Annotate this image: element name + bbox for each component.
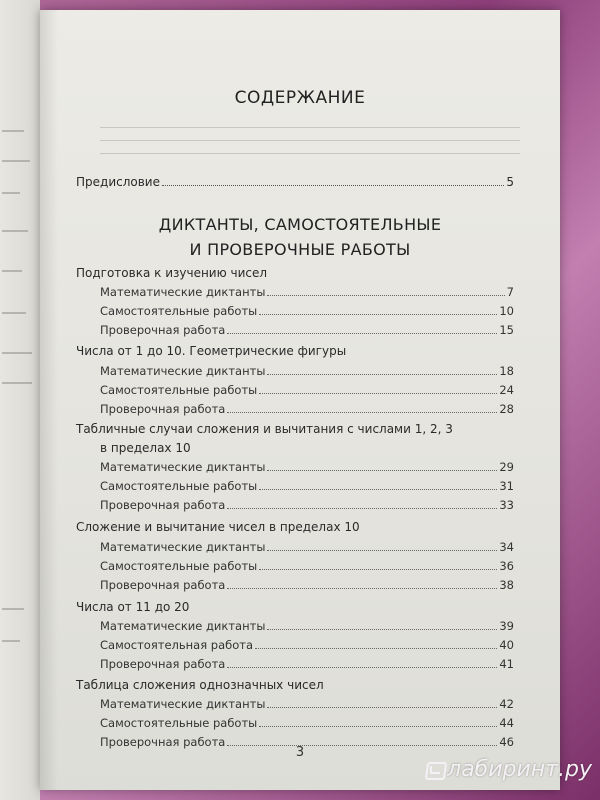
toc-page-number: 29 xyxy=(499,460,514,474)
dot-leader xyxy=(227,667,497,668)
page-title: СОДЕРЖАНИЕ xyxy=(234,88,366,108)
dot-leader xyxy=(227,588,497,589)
toc-label: Самостоятельная работа xyxy=(100,638,254,652)
dot-leader xyxy=(267,629,497,630)
page-number: 3 xyxy=(295,745,305,760)
dot-leader xyxy=(267,470,497,471)
toc-label: Самостоятельные работы xyxy=(100,479,258,493)
bleed-through-text xyxy=(100,115,520,160)
toc-item xyxy=(100,460,514,474)
toc-label: Проверочная работа xyxy=(100,323,226,337)
toc-label: Математические диктанты xyxy=(100,364,266,378)
toc-item xyxy=(100,323,514,337)
toc-page-number: 46 xyxy=(499,735,514,749)
toc-page-number: 33 xyxy=(499,498,514,512)
labirint-logo-icon xyxy=(425,760,443,778)
dot-leader xyxy=(227,508,497,509)
toc-page-number: 28 xyxy=(499,402,514,416)
dot-leader xyxy=(227,333,497,334)
toc-entry-preface xyxy=(76,175,514,189)
toc-item xyxy=(100,402,514,416)
toc-item xyxy=(100,383,514,397)
dot-leader xyxy=(267,550,497,551)
dot-leader xyxy=(259,489,497,490)
toc-item xyxy=(100,578,514,592)
toc-label: Проверочная работа xyxy=(100,735,226,749)
toc-label: Математические диктанты xyxy=(100,619,266,633)
toc-item xyxy=(100,716,514,730)
toc-item xyxy=(100,540,514,554)
toc-item xyxy=(100,638,514,652)
toc-label: Проверочная работа xyxy=(100,402,226,416)
dot-leader xyxy=(227,412,497,413)
toc-label: Самостоятельные работы xyxy=(100,716,258,730)
toc-page-number: 10 xyxy=(499,304,514,318)
toc-label: Математические диктанты xyxy=(100,285,266,299)
toc-page-number: 34 xyxy=(499,540,514,554)
section-heading-line2: И ПРОВЕРОЧНЫЕ РАБОТЫ xyxy=(189,240,411,259)
toc-item xyxy=(100,559,514,573)
toc-page-number: 5 xyxy=(506,175,514,189)
toc-page-number: 24 xyxy=(499,383,514,397)
toc-item xyxy=(100,657,514,671)
dot-leader xyxy=(255,648,497,649)
toc-label: Проверочная работа xyxy=(100,657,226,671)
toc-label: Предисловие xyxy=(76,175,160,189)
dot-leader xyxy=(259,314,497,315)
toc-item xyxy=(100,304,514,318)
toc-page-number: 36 xyxy=(499,559,514,573)
toc-item xyxy=(100,285,514,299)
dot-leader xyxy=(162,185,504,186)
toc-group-title: Табличные случаи сложения и вычитания с числами 1, 2, 3 xyxy=(76,422,453,436)
toc-group-title: Числа от 11 до 20 xyxy=(76,600,190,614)
watermark-text: лабиринт.ру xyxy=(447,757,592,782)
section-heading-line1: ДИКТАНТЫ, САМОСТОЯТЕЛЬНЫЕ xyxy=(158,215,442,234)
dot-leader xyxy=(259,393,497,394)
toc-page-number: 31 xyxy=(499,479,514,493)
toc-label: Проверочная работа xyxy=(100,498,226,512)
toc-page-number: 42 xyxy=(499,697,514,711)
toc-item xyxy=(100,479,514,493)
toc-item xyxy=(100,619,514,633)
toc-page-number: 40 xyxy=(499,638,514,652)
toc-group-title-continued: в пределах 10 xyxy=(100,441,191,455)
toc-page-number: 15 xyxy=(499,323,514,337)
toc-label: Математические диктанты xyxy=(100,697,266,711)
dot-leader xyxy=(267,295,504,296)
toc-label: Проверочная работа xyxy=(100,578,226,592)
book-page xyxy=(40,10,560,790)
left-page-text-fragments xyxy=(0,120,36,680)
dot-leader xyxy=(267,374,497,375)
dot-leader xyxy=(259,726,497,727)
toc-label: Самостоятельные работы xyxy=(100,559,258,573)
toc-page-number: 41 xyxy=(499,657,514,671)
toc-label: Самостоятельные работы xyxy=(100,383,258,397)
dot-leader xyxy=(259,569,497,570)
toc-label: Математические диктанты xyxy=(100,460,266,474)
toc-label: Самостоятельные работы xyxy=(100,304,258,318)
toc-page-number: 7 xyxy=(506,285,514,299)
toc-item xyxy=(100,498,514,512)
watermark xyxy=(425,757,592,782)
toc-page-number: 18 xyxy=(499,364,514,378)
toc-label: Математические диктанты xyxy=(100,540,266,554)
toc-group-title: Таблица сложения однозначных чисел xyxy=(76,678,324,692)
toc-item xyxy=(100,364,514,378)
toc-group-title: Числа от 1 до 10. Геометрические фигуры xyxy=(76,344,347,358)
toc-group-title: Сложение и вычитание чисел в пределах 10 xyxy=(76,520,360,534)
toc-page-number: 38 xyxy=(499,578,514,592)
toc-page-number: 44 xyxy=(499,716,514,730)
toc-item xyxy=(100,697,514,711)
dot-leader xyxy=(267,707,497,708)
toc-page-number: 39 xyxy=(499,619,514,633)
toc-group-title: Подготовка к изучению чисел xyxy=(76,266,268,280)
